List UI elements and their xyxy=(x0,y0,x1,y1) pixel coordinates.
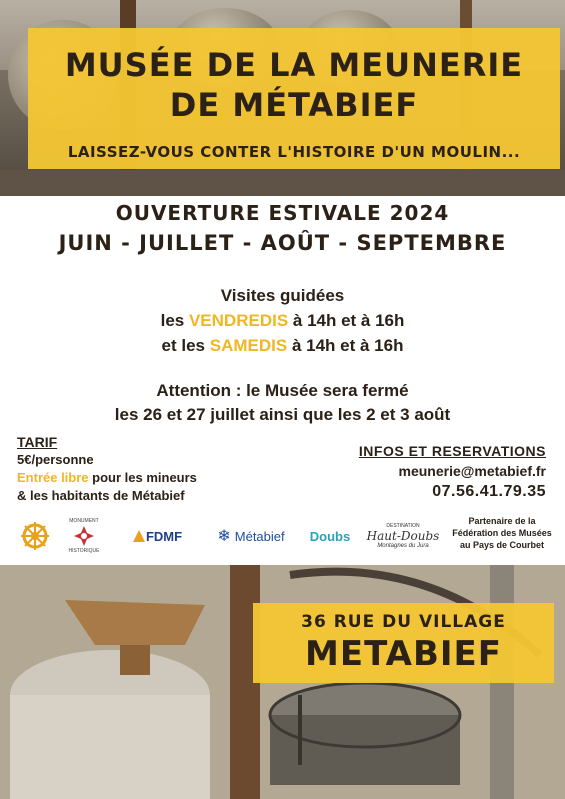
tarif-free-line-2: & les habitants de Métabief xyxy=(17,488,185,503)
fdmf-mark-icon xyxy=(132,529,146,543)
monument-label-bottom: HISTORIQUE xyxy=(68,548,100,554)
musee-meunerie-logo xyxy=(14,512,56,560)
visit-line-friday xyxy=(0,311,565,331)
fdmf-logo xyxy=(118,512,196,560)
monument-historique-logo xyxy=(64,512,104,560)
tagline: LAISSEZ-VOUS CONTER L'HISTOIRE D'UN MOULIN... xyxy=(67,143,521,161)
visit-prefix: les xyxy=(160,311,185,330)
mill-wheel-icon xyxy=(15,516,55,556)
visit-line-saturday xyxy=(0,336,565,356)
doubs-logo xyxy=(304,512,356,560)
free-entry-rest: pour les mineurs xyxy=(92,470,197,485)
fdmf-label: FDMF xyxy=(145,528,183,544)
email-link[interactable]: meunerie@metabief.fr xyxy=(398,463,546,479)
address-town: METABIEF xyxy=(305,634,502,674)
free-entry-label: Entrée libre xyxy=(17,470,89,485)
visit-prefix: et les xyxy=(161,336,206,355)
infos-heading: INFOS ET RESERVATIONS xyxy=(358,443,546,459)
hautdoubs-top: DESTINATION xyxy=(386,523,420,529)
closure-notice-line-1: Attention : le Musée sera fermé xyxy=(156,381,409,400)
phone-number[interactable]: 07.56.41.79.35 xyxy=(432,483,546,500)
hautdoubs-main: Haut-Doubs xyxy=(366,529,440,543)
haut-doubs-logo xyxy=(362,512,444,560)
partner-line-1: Partenaire de la xyxy=(468,516,536,526)
partner-line-3: au Pays de Courbet xyxy=(459,540,545,550)
hautdoubs-sub: Montagnes du Jura xyxy=(377,543,429,549)
doubs-label: Doubs xyxy=(309,528,351,544)
tarif-block xyxy=(17,433,247,505)
metabief-label: Métabief xyxy=(234,528,285,544)
partner-line-2: Fédération des Musées xyxy=(452,528,552,538)
visit-times: à 14h et à 16h xyxy=(292,311,405,330)
monument-label-top: MONUMENT xyxy=(69,518,99,524)
tarif-price: 5€/personne xyxy=(17,452,94,467)
closure-notice-line-2: les 26 et 27 juillet ainsi que les 2 et 3 août xyxy=(114,405,451,424)
months-heading: JUIN - JUILLET - AOÛT - SEPTEMBRE xyxy=(58,231,507,255)
title-line-2: DE MÉTABIEF xyxy=(169,86,419,124)
saturday-label: SAMEDIS xyxy=(209,336,288,355)
friday-label: VENDREDIS xyxy=(188,311,289,330)
snowflake-icon: ❄ xyxy=(217,528,231,545)
tarif-free-line xyxy=(17,469,247,487)
address-street: 36 RUE DU VILLAGE xyxy=(301,612,506,632)
partner-text xyxy=(450,515,554,551)
title-line-1: MUSÉE DE LA MEUNERIE xyxy=(64,46,524,84)
monument-emblem-icon xyxy=(72,524,96,548)
metabief-logo xyxy=(208,512,294,560)
season-heading: OUVERTURE ESTIVALE 2024 xyxy=(115,201,450,225)
visit-times: à 14h et à 16h xyxy=(291,336,404,355)
tarif-heading: TARIF xyxy=(17,434,58,450)
visits-title: Visites guidées xyxy=(220,286,345,305)
infos-block xyxy=(286,443,546,501)
